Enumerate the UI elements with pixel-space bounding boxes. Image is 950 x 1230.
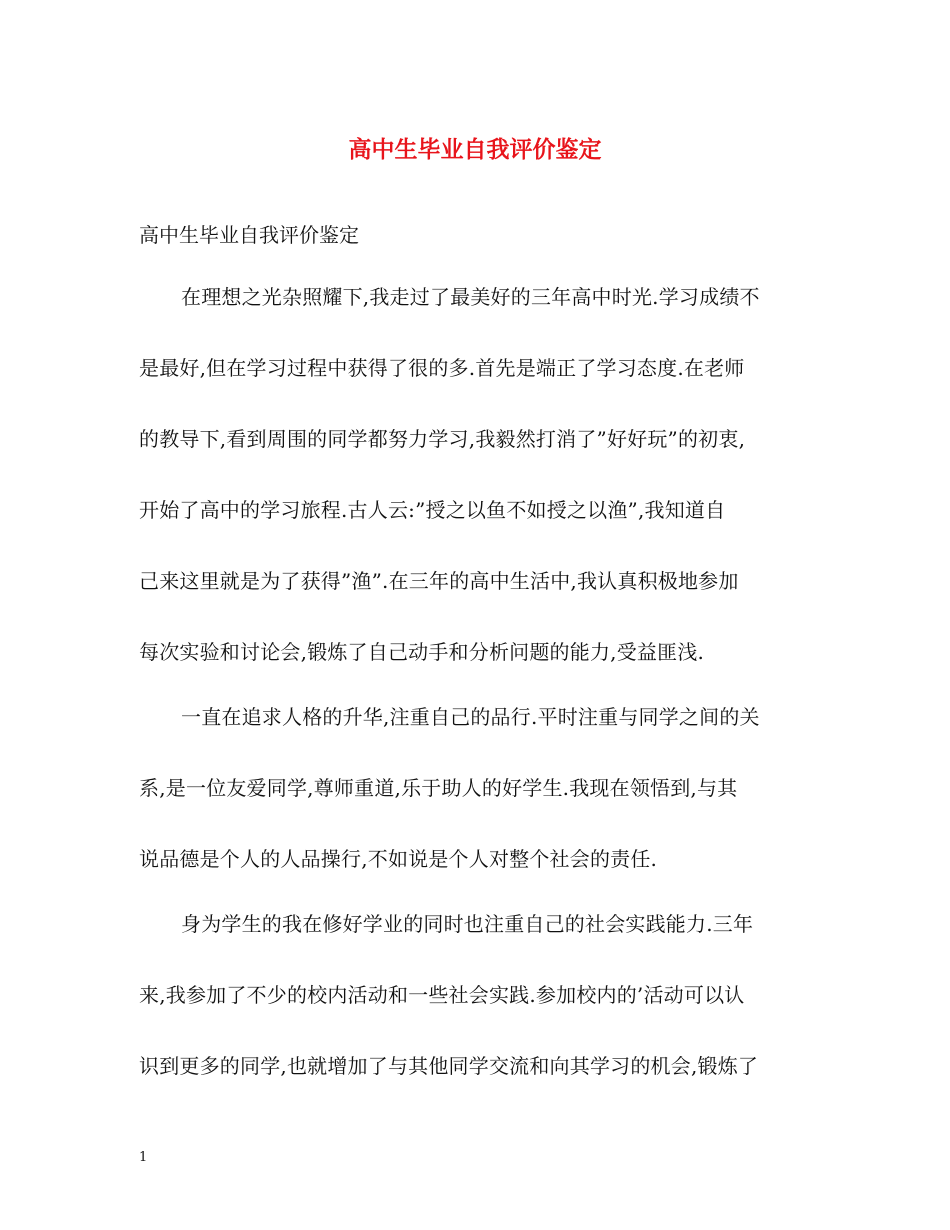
page-number: 1 xyxy=(139,1150,148,1165)
paragraph-3-line-3: 识到更多的同学,也就增加了与其他同学交流和向其学习的机会,锻炼了 xyxy=(139,1054,759,1078)
paragraph-1-line-3: 的教导下,看到周围的同学都努力学习,我毅然打消了”好好玩”的初衷, xyxy=(139,427,746,451)
page-title: 高中生毕业自我评价鉴定 xyxy=(348,136,602,163)
document-subtitle: 高中生毕业自我评价鉴定 xyxy=(139,223,359,247)
paragraph-1-line-5: 己来这里就是为了获得”渔”.在三年的高中生活中,我认真积极地参加 xyxy=(139,569,739,593)
paragraph-3-line-1: 身为学生的我在修好学业的同时也注重自己的社会实践能力.三年 xyxy=(181,912,754,936)
paragraph-1-line-1: 在理想之光杂照耀下,我走过了最美好的三年高中时光.学习成绩不 xyxy=(181,285,760,309)
paragraph-3-line-2: 来,我参加了不少的校内活动和一些社会实践.参加校内的’活动可以认 xyxy=(139,983,745,1007)
paragraph-2-line-1: 一直在追求人格的升华,注重自己的品行.平时注重与同学之间的关 xyxy=(181,705,760,729)
paragraph-2-line-3: 说品德是个人的人品操行,不如说是个人对整个社会的责任. xyxy=(139,847,658,871)
paragraph-1-line-2: 是最好,但在学习过程中获得了很的多.首先是端正了学习态度.在老师 xyxy=(139,356,745,380)
paragraph-1-line-6: 每次实验和讨论会,锻炼了自己动手和分析问题的能力,受益匪浅. xyxy=(139,640,705,664)
paragraph-1-line-4: 开始了高中的学习旅程.古人云:”授之以鱼不如授之以渔”,我知道自 xyxy=(139,498,726,522)
paragraph-2-line-2: 系,是一位友爱同学,尊师重道,乐于助人的好学生.我现在领悟到,与其 xyxy=(139,776,738,800)
